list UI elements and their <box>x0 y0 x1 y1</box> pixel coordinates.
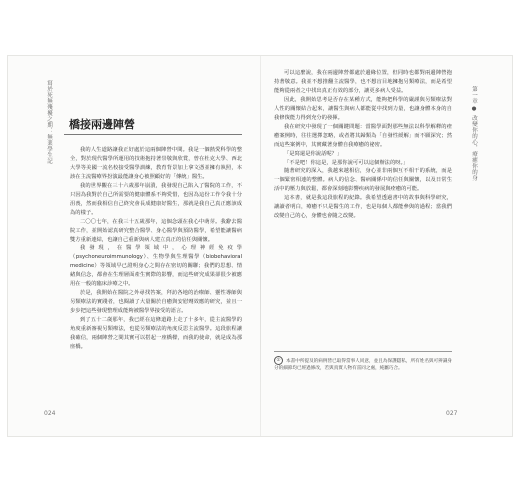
footnote-text: 本書中所提及的病例皆已取得當事人同意，並且為保護隱私，所有姓名與可辨識身分的細節均已經過修改，若與真實人物有雷同之處，純屬巧合。 <box>274 359 452 371</box>
book-gutter <box>260 56 261 436</box>
page-number-left: 024 <box>44 410 56 417</box>
paragraph: 這本書，就是我這段旅程的紀錄。我希望透過書中的故事與科學研究，讓讀者明白，療癒不只是醫生的工作，也是每個人都能參與的過程；當我們改變自己的心，身體也會隨之改變。 <box>274 195 452 220</box>
paragraph: 我發現，在醫學領域中，心理神經免疫學（psychoneuroimmunology）、生物學與生理醫學（biobehavioral medicine）等領域早已證明身心之間存在密切的關聯；我們的思想、情緒與信念，都會在生理層面產生實際的影響，而這些研究成果卻很少被應用在一般的臨床診療之中。 <box>70 245 242 288</box>
running-head-left: 寫於死無殘擾之期：無業學生記 <box>46 80 52 164</box>
section-title: 橋接兩邊陣營 <box>69 118 135 131</box>
paragraph: 隨著研究的深入，我越來越相信，身心並非兩個互不相干的系統，而是一個緊密相連的整體。病人的信念、醫病關係中的信任與關懷，以及日常生活中的壓力與放鬆，都會深刻地影響疾病的發展與痊癒的可能。 <box>274 168 452 193</box>
right-page-body <box>274 69 452 221</box>
paragraph: 於是，我開始在醫院之外尋找答案，拜訪各地的治療師、靈性導師與另類療法的實踐者，也閱讀了大量關於自癒與安慰劑效應的研究，並且一步步把這些發現整理成能夠被醫學界接受的語言。 <box>70 290 242 315</box>
page-number-right: 027 <box>446 410 458 417</box>
paragraph: 因此，我開始思考是否存在某種方式，能夠把科學的嚴謹與另類療法對人性的關懷結合起來，讓醫生與病人都能從中找到力量，也讓身體本身的自我修復能力得到充分的發揮。 <box>274 96 452 121</box>
paragraph: 二〇〇七年，在我三十五歲那年，這個念頭在我心中萌芽。我辭去醫院工作，並開始認真研究整合醫學、身心醫學與預防醫學，希望能讓醫病雙方重新連結，也讓自己重新與病人建立真正的信任與關懷。 <box>70 218 242 243</box>
left-page-body <box>70 146 242 352</box>
title-underline <box>64 134 242 135</box>
quote-line: 「不是吧！你這是，是那你說可可以這個辦法的呀。」 <box>284 159 409 166</box>
footnote-marker: ② <box>274 356 283 365</box>
footnote <box>274 356 452 372</box>
paragraph: 我的人生道路讓我正好處於這兩個陣營中間。我是一個熱愛科學的整全，對於現代醫學所運用的技術抱持著崇敬與欣賞，曾在杜克大學、西北大學等美國一流名校接受醫學訓練，教育背景加上拿文憑並擁有執照，本該在主流醫療界扮演最能讓身心被照顧好的「傳統」醫生。 <box>70 147 242 180</box>
paragraph: 到了五十二歲那年，我已經在這條道路上走了十多年，從主流醫學的角度重新審視另類療法，也從另類療法的角度反思主流醫學。這段旅程讓我確信，兩個陣營之間其實可以搭起一座橋樑，而我的使命，就是成為那座橋。 <box>70 317 242 350</box>
quote-line: 「是寫還是你說話呢？」 <box>284 150 343 157</box>
paragraph: 我的世界觀在三十六歲那年崩潰，我發現自己陷入了醫院的工作，不只因為我對於自己所需要的健康體系不夠愛惜，也因為這份工作令我十分沮喪，然而我相信自己終究會長成健康好醫生，那就是我自己真正應該成為的樣子。 <box>70 182 242 216</box>
running-head-right: 第一章 ● 改變你的心，療癒你的身 <box>471 86 477 181</box>
paragraph: 可以這麼說，我在兩邊陣營都處於邊緣位置，但同時也都對兩邊陣營抱持著敬意。我並不想推翻主流醫學，也不想盲目地擁抱另類療法，而是希望能夠從兩者之中找出真正有效的部分，讓更多病人受益。 <box>274 70 452 94</box>
paragraph: 我在研究中發現了一個關鍵問題：當醫學面對那些無法以科學解釋的痊癒案例時，往往選擇忽略，或者將其歸類為「自發性緩解」而不願深究；然而這些案例中，其實藏著身體自我療癒的祕密。 <box>274 123 452 148</box>
footnote-divider <box>274 351 452 352</box>
